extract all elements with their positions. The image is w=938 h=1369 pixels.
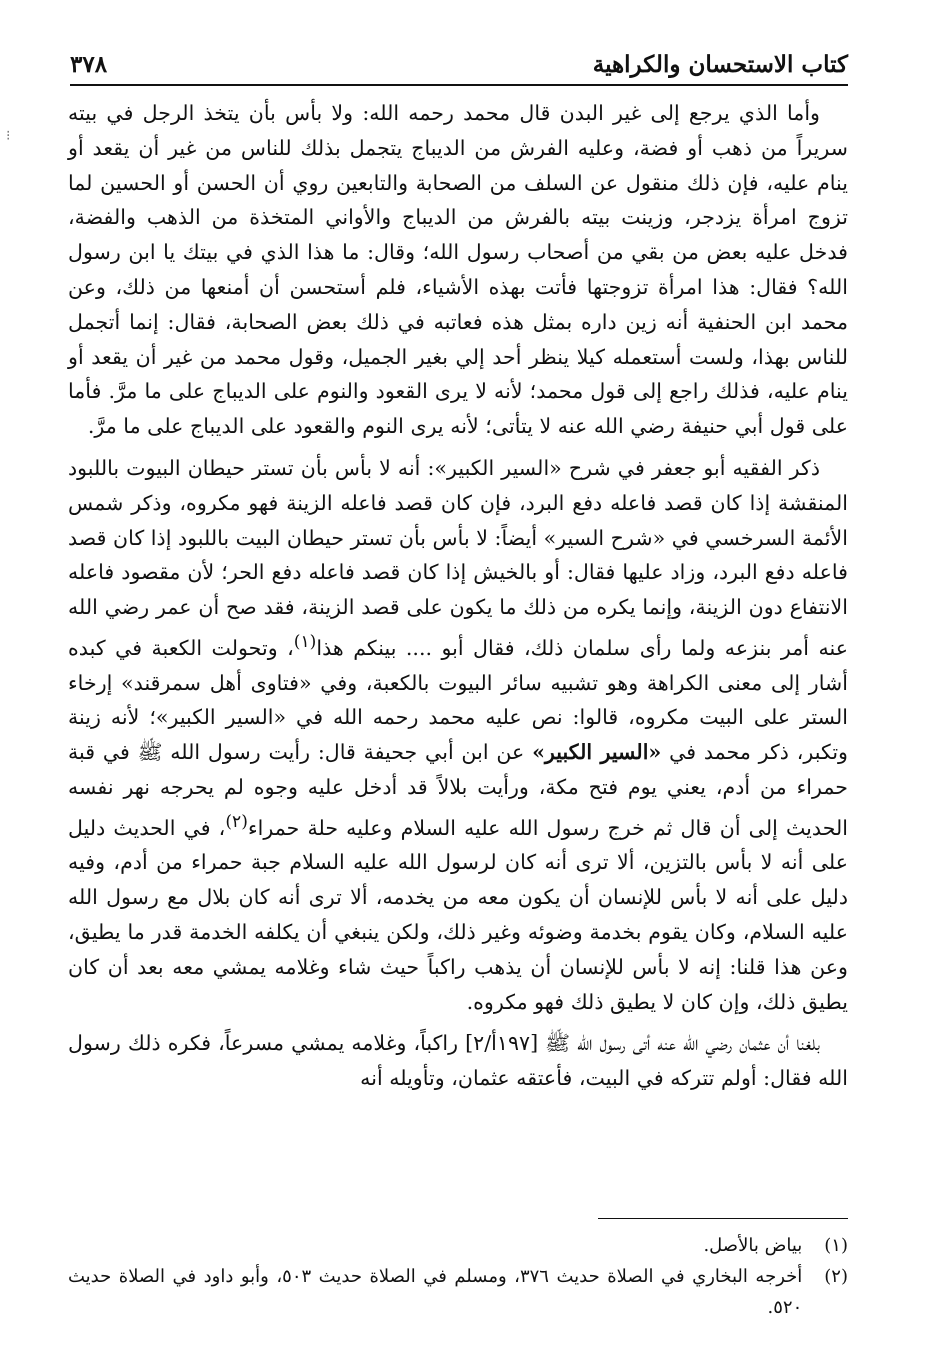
paragraph [68, 451, 848, 1019]
footnote-ref: (٢) [225, 811, 248, 832]
paragraph-text: عن ابن أبي جحيفة قال: رأيت رسول الله ﷺ في قبة حمراء من أدم، يعني يوم فتح مكة، ورأيت بلالاً قد أدخل عليه وجوه لم يحرجه نهر نفسه الحديث إلى أن قال ثم خرج رسول الله عليه السلام وعليه حلة حمراء [68, 740, 848, 840]
footnote-number: (١) [824, 1235, 848, 1256]
book-title: كتاب الاستحسان والكراهية [592, 51, 848, 78]
paragraph-text: ، في الحديث دليل على أنه لا بأس بالتزين، ألا ترى أنه كان لرسول الله عليه السلام جبة حمراء من أدم، وفيه دليل على أنه لا بأس للإنسان أن يكون معه من يخدمه، ألا ترى أنه كان بلال مع رسول الله عليه السلام، وكان يقوم بخدمة وضوئه وغير ذلك، ولكن ينبغي أن يكلفه الخدمة قدر ما يطيق، وعن هذا قلنا: إنه لا بأس للإنسان أن يذهب راكباً حيث شاء وغلامه يمشي معه بعد أن كان يطيق ذلك، وإن كان لا يطيق ذلك فهو مكروه. [68, 815, 848, 1014]
paragraph: وأما الذي يرجع إلى غير البدن قال محمد رحمه الله: ولا بأس بأن يتخذ الرجل في بيته سريراً من ذهب أو فضة، وعليه الفرش من الديباج يتجمل بذلك للناس من غير أن يقعد أو ينام عليه، فإن ذلك منقول عن السلف من الصحابة والتابعين روي أن الحسن أو الحسين لما تزوج امرأة يزدجر، وزينت بيته بالفرش من الديباج والأواني المتخذة من الذهب والفضة، فدخل عليه بعض من بقي من أصحاب رسول الله؛ وقال: ما هذا الذي في بيتك يا ابن رسول الله؟ فقال: هذا امرأة تزوجتها فأتت بهذه الأشياء، فلم أستحسن أن أمنعها من ذلك، وعن محمد ابن الحنفية أنه زين داره بمثل هذه فعاتبه في ذلك بعض الصحابة، فقال: إنما أتجمل للناس بهذا، ولست أستعمله كيلا ينظر أحد إلي بغير الجميل، وقول محمد من غير أن يقعد أو ينام عليه، فذلك راجع إلى قول محمد؛ لأنه لا يرى القعود والنوم على الديباج على ما مرَّ. فأما على قول أبي حنيفة رضي الله عنه لا يتأتى؛ لأنه يرى النوم والقعود على الديباج على ما مرَّ. [68, 101, 848, 439]
footnote-rule [598, 1218, 848, 1219]
paragraph-text: ذكر الفقيه أبو جعفر في شرح «السير الكبير»: أنه لا بأس بأن تستر حيطان البيوت باللبود المنقشة إذا كان قصد فاعله دفع البرد، فإن كان قصد فاعله الزينة فهو مكروه، وذكر شمس الأئمة السرخسي في «شرح السير» أيضاً: لا بأس بأن تستر حيطان البيت باللبود إذا كان قصد فاعله دفع البرد، وزاد عليها فقال: أو بالخيش إذا كان قصد فاعله دفع الحر؛ لأن مقصود فاعله الانتفاع دون الزينة، وإنما يكره من ذلك ما يكون على قصد الزينة، فقد صح أن عمر رضي الله عنه أمر بنزعه ولما رأى سلمان ذلك، فقال أبو .... بينكم هذا [68, 455, 848, 660]
footnote-ref: (١) [293, 631, 317, 652]
main-text [68, 96, 848, 1103]
footnote-number: (٢) [824, 1266, 848, 1287]
paragraph: بلغنا أن عثمان رضي الله عنه أتى رسول الله ﷺ [١٩٧أ/٢] راكباً، وغلامه يمشي مسرعاً، فكره ذلك رسول الله فقال: أولم تتركه في البيت، فأعتقه عثمان، وتأويله أنه [68, 1031, 848, 1091]
footnote-text: بياض بالأصل. [703, 1235, 803, 1256]
paragraph-text: ، وتحولت الكعبة في كبده أشار إلى معنى الكراهة وهو تشبيه سائر البيوت بالكعبة، وفي «فتاوى أهل سمرقند» إرخاء الستر على البيت مكروه، قالوا: نص عليه محمد رحمه الله في «السير الكبير»؛ لأنه زينة وتكبر، ذكر محمد في [68, 635, 848, 765]
footnote [68, 1230, 848, 1261]
running-header [70, 38, 848, 78]
margin-mark: ⁝ [6, 128, 11, 144]
header-rule [70, 84, 848, 86]
footnotes [68, 1230, 848, 1323]
page-number: ٣٧٨ [70, 51, 108, 78]
footnote-text: أخرجه البخاري في الصلاة حديث ٣٧٦، ومسلم في الصلاة حديث ٥٠٣، وأبو داود في الصلاة حديث ٥٢٠. [68, 1266, 803, 1318]
book-title-reference: «السير الكبير» [532, 740, 662, 765]
footnote [68, 1261, 848, 1323]
